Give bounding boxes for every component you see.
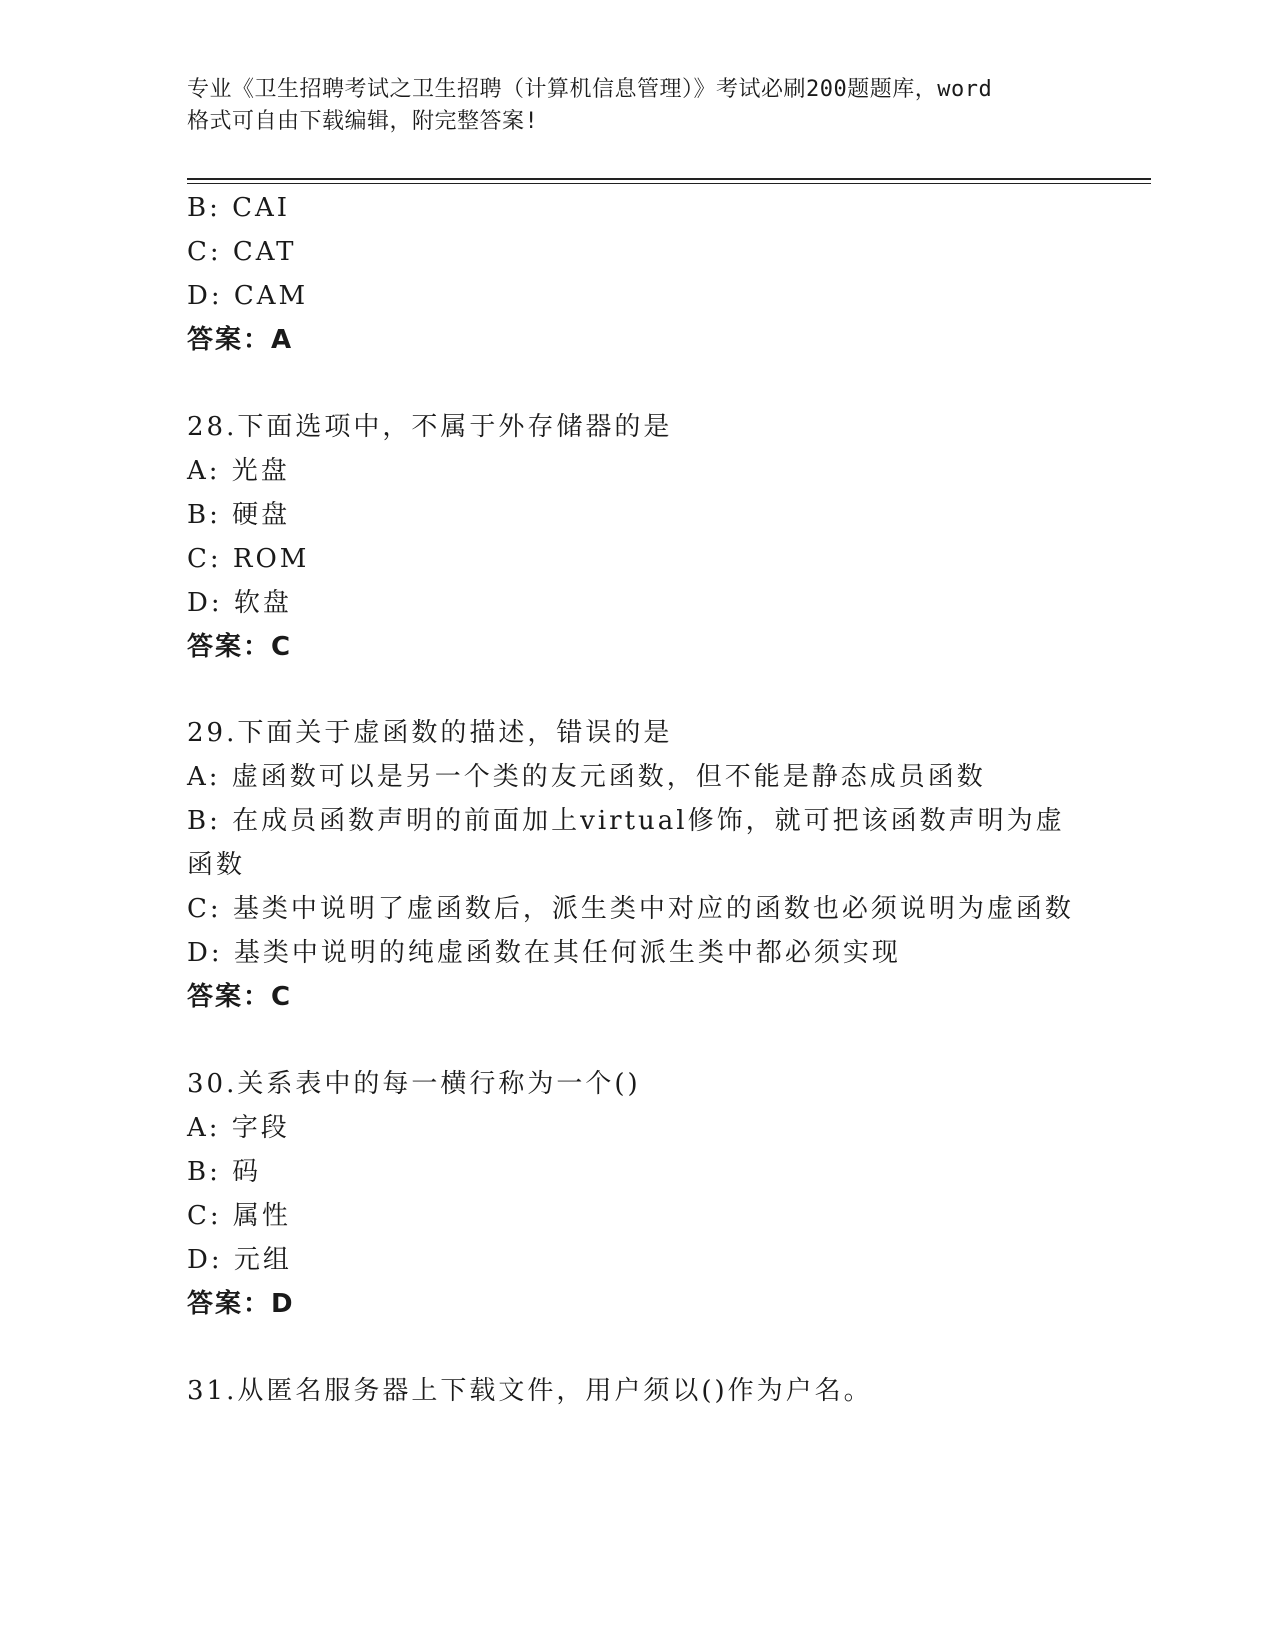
q29-option-b-line1: B: 在成员函数声明的前面加上virtual修饰，就可把该函数声明为虚: [187, 806, 1065, 836]
q29-option-a: A: 虚函数可以是另一个类的友元函数，但不能是静态成员函数: [187, 762, 986, 792]
prev-option-b: B: CAI: [187, 193, 291, 223]
q29-stem: 29.下面关于虚函数的描述，错误的是: [187, 718, 673, 748]
header-line-2: 格式可自由下载编辑，附完整答案!: [187, 109, 539, 134]
prev-option-c: C: CAT: [187, 237, 297, 267]
prev-answer: 答案：A: [187, 325, 294, 355]
q28-stem: 28.下面选项中，不属于外存储器的是: [187, 412, 673, 442]
header-divider: [187, 178, 1151, 184]
q30-stem: 30.关系表中的每一横行称为一个(): [187, 1069, 641, 1099]
q28-option-a: A: 光盘: [187, 456, 290, 486]
q30-answer: 答案：D: [187, 1289, 295, 1319]
q29-answer: 答案：C: [187, 982, 293, 1012]
q30-option-b: B: 码: [187, 1157, 262, 1187]
q30-option-c: C: 属性: [187, 1201, 291, 1231]
q28-option-d: D: 软盘: [187, 588, 292, 618]
q30-option-d: D: 元组: [187, 1245, 292, 1275]
prev-option-d: D: CAM: [187, 281, 309, 311]
q28-answer: 答案：C: [187, 632, 293, 662]
q30-option-a: A: 字段: [187, 1113, 290, 1143]
q28-option-b: B: 硬盘: [187, 500, 291, 530]
q29-option-b-line2: 函数: [187, 850, 246, 880]
q31-stem: 31.从匿名服务器上下载文件，用户须以()作为户名。: [187, 1376, 873, 1406]
header-line-1: 专业《卫生招聘考试之卫生招聘（计算机信息管理）》考试必刷200题题库，word: [187, 77, 993, 102]
q28-option-c: C: ROM: [187, 544, 310, 574]
q29-option-c: C: 基类中说明了虚函数后，派生类中对应的函数也必须说明为虚函数: [187, 894, 1074, 924]
q29-option-d: D: 基类中说明的纯虚函数在其任何派生类中都必须实现: [187, 938, 901, 968]
document-header: [187, 74, 1087, 138]
